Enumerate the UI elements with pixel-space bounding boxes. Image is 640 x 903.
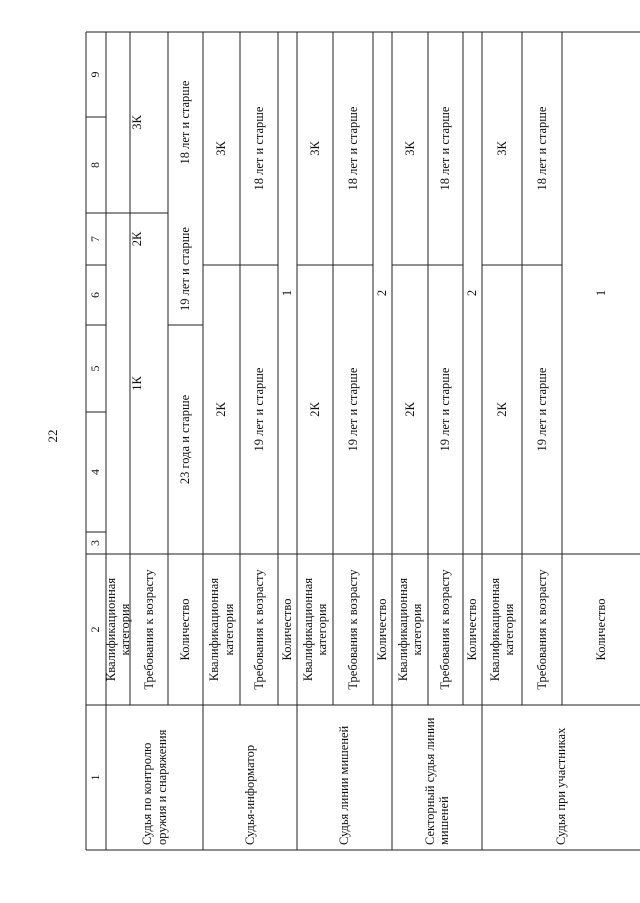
value-category-2k: 2К [307, 402, 322, 417]
header-col-8: 8 [88, 162, 103, 168]
value-age-18: 18 лет и старше [345, 106, 360, 191]
value-age-19: 19 лет и старше [438, 367, 453, 452]
value-category-3k: 3К [129, 115, 144, 130]
header-col-7: 7 [88, 236, 103, 242]
value-age-18: 18 лет и старше [438, 106, 453, 191]
row-label-age: Требования к возрасту [141, 569, 156, 690]
section-name-target-line: Судья линии мишеней [337, 725, 352, 845]
value-age-18: 18 лет и старше [178, 80, 193, 165]
value-age-19: 19 лет и старше [345, 367, 360, 452]
section-name-participants: Судья при участниках [554, 727, 569, 845]
header-col-2: 2 [88, 626, 103, 633]
value-count: 2 [465, 289, 480, 297]
row-label-count: Количество [178, 598, 193, 661]
row-label-age: Требования к возрасту [251, 569, 266, 690]
value-category-3k: 3К [402, 141, 417, 156]
value-age-18: 18 лет и старше [251, 106, 266, 191]
row-label-category: Квалификационная категория [207, 577, 236, 682]
page-number: 22 [45, 429, 60, 443]
row-label-age: Требования к возрасту [534, 569, 549, 690]
row-label-category: Квалификационная категория [395, 577, 424, 682]
value-category-2k: 2К [402, 402, 417, 417]
row-label-category: Квалификационная категория [103, 577, 132, 682]
row-label-category: Квалификационная категория [487, 577, 516, 682]
header-col-4: 4 [88, 469, 103, 475]
value-category-1k: 1К [129, 376, 144, 391]
header-col-5: 5 [88, 365, 103, 372]
value-category-2k: 2К [494, 402, 509, 417]
value-category-2k: 2К [214, 402, 229, 417]
value-age-19: 19 лет и старше [178, 227, 193, 311]
value-count: 1 [280, 289, 295, 297]
header-col-6: 6 [88, 292, 103, 298]
value-age-19: 19 лет и старше [534, 367, 549, 452]
value-count: 1 [594, 289, 609, 297]
value-category-3k: 3К [307, 141, 322, 156]
row-label-count: Количество [280, 598, 295, 661]
section-name-sector-target-line: Секторный судья линии мишеней [422, 717, 451, 845]
row-label-age: Требования к возрасту [438, 569, 453, 690]
row-label-count: Количество [465, 598, 480, 661]
row-label-category: Квалификационная категория [300, 577, 329, 682]
row-label-count: Количество [594, 598, 609, 661]
header-col-1: 1 [88, 774, 103, 781]
header-col-9: 9 [88, 71, 103, 78]
value-count: 2 [375, 289, 390, 297]
row-label-count: Количество [375, 598, 390, 661]
value-age-18: 18 лет и старше [534, 106, 549, 191]
section-name-weapon-control: Судья по контролю оружия и снаряжения [140, 729, 169, 845]
value-category-3k: 3К [494, 141, 509, 156]
section-name-informer: Судья-информатор [242, 744, 257, 845]
value-category-3k: 3К [214, 141, 229, 156]
row-label-age: Требования к возрасту [345, 569, 360, 690]
value-age-19: 19 лет и старше [251, 367, 266, 452]
header-col-3: 3 [88, 540, 103, 546]
value-category-2k: 2К [129, 231, 144, 247]
value-age-23: 23 года и старше [178, 394, 193, 485]
referee-requirements-table [86, 32, 640, 850]
